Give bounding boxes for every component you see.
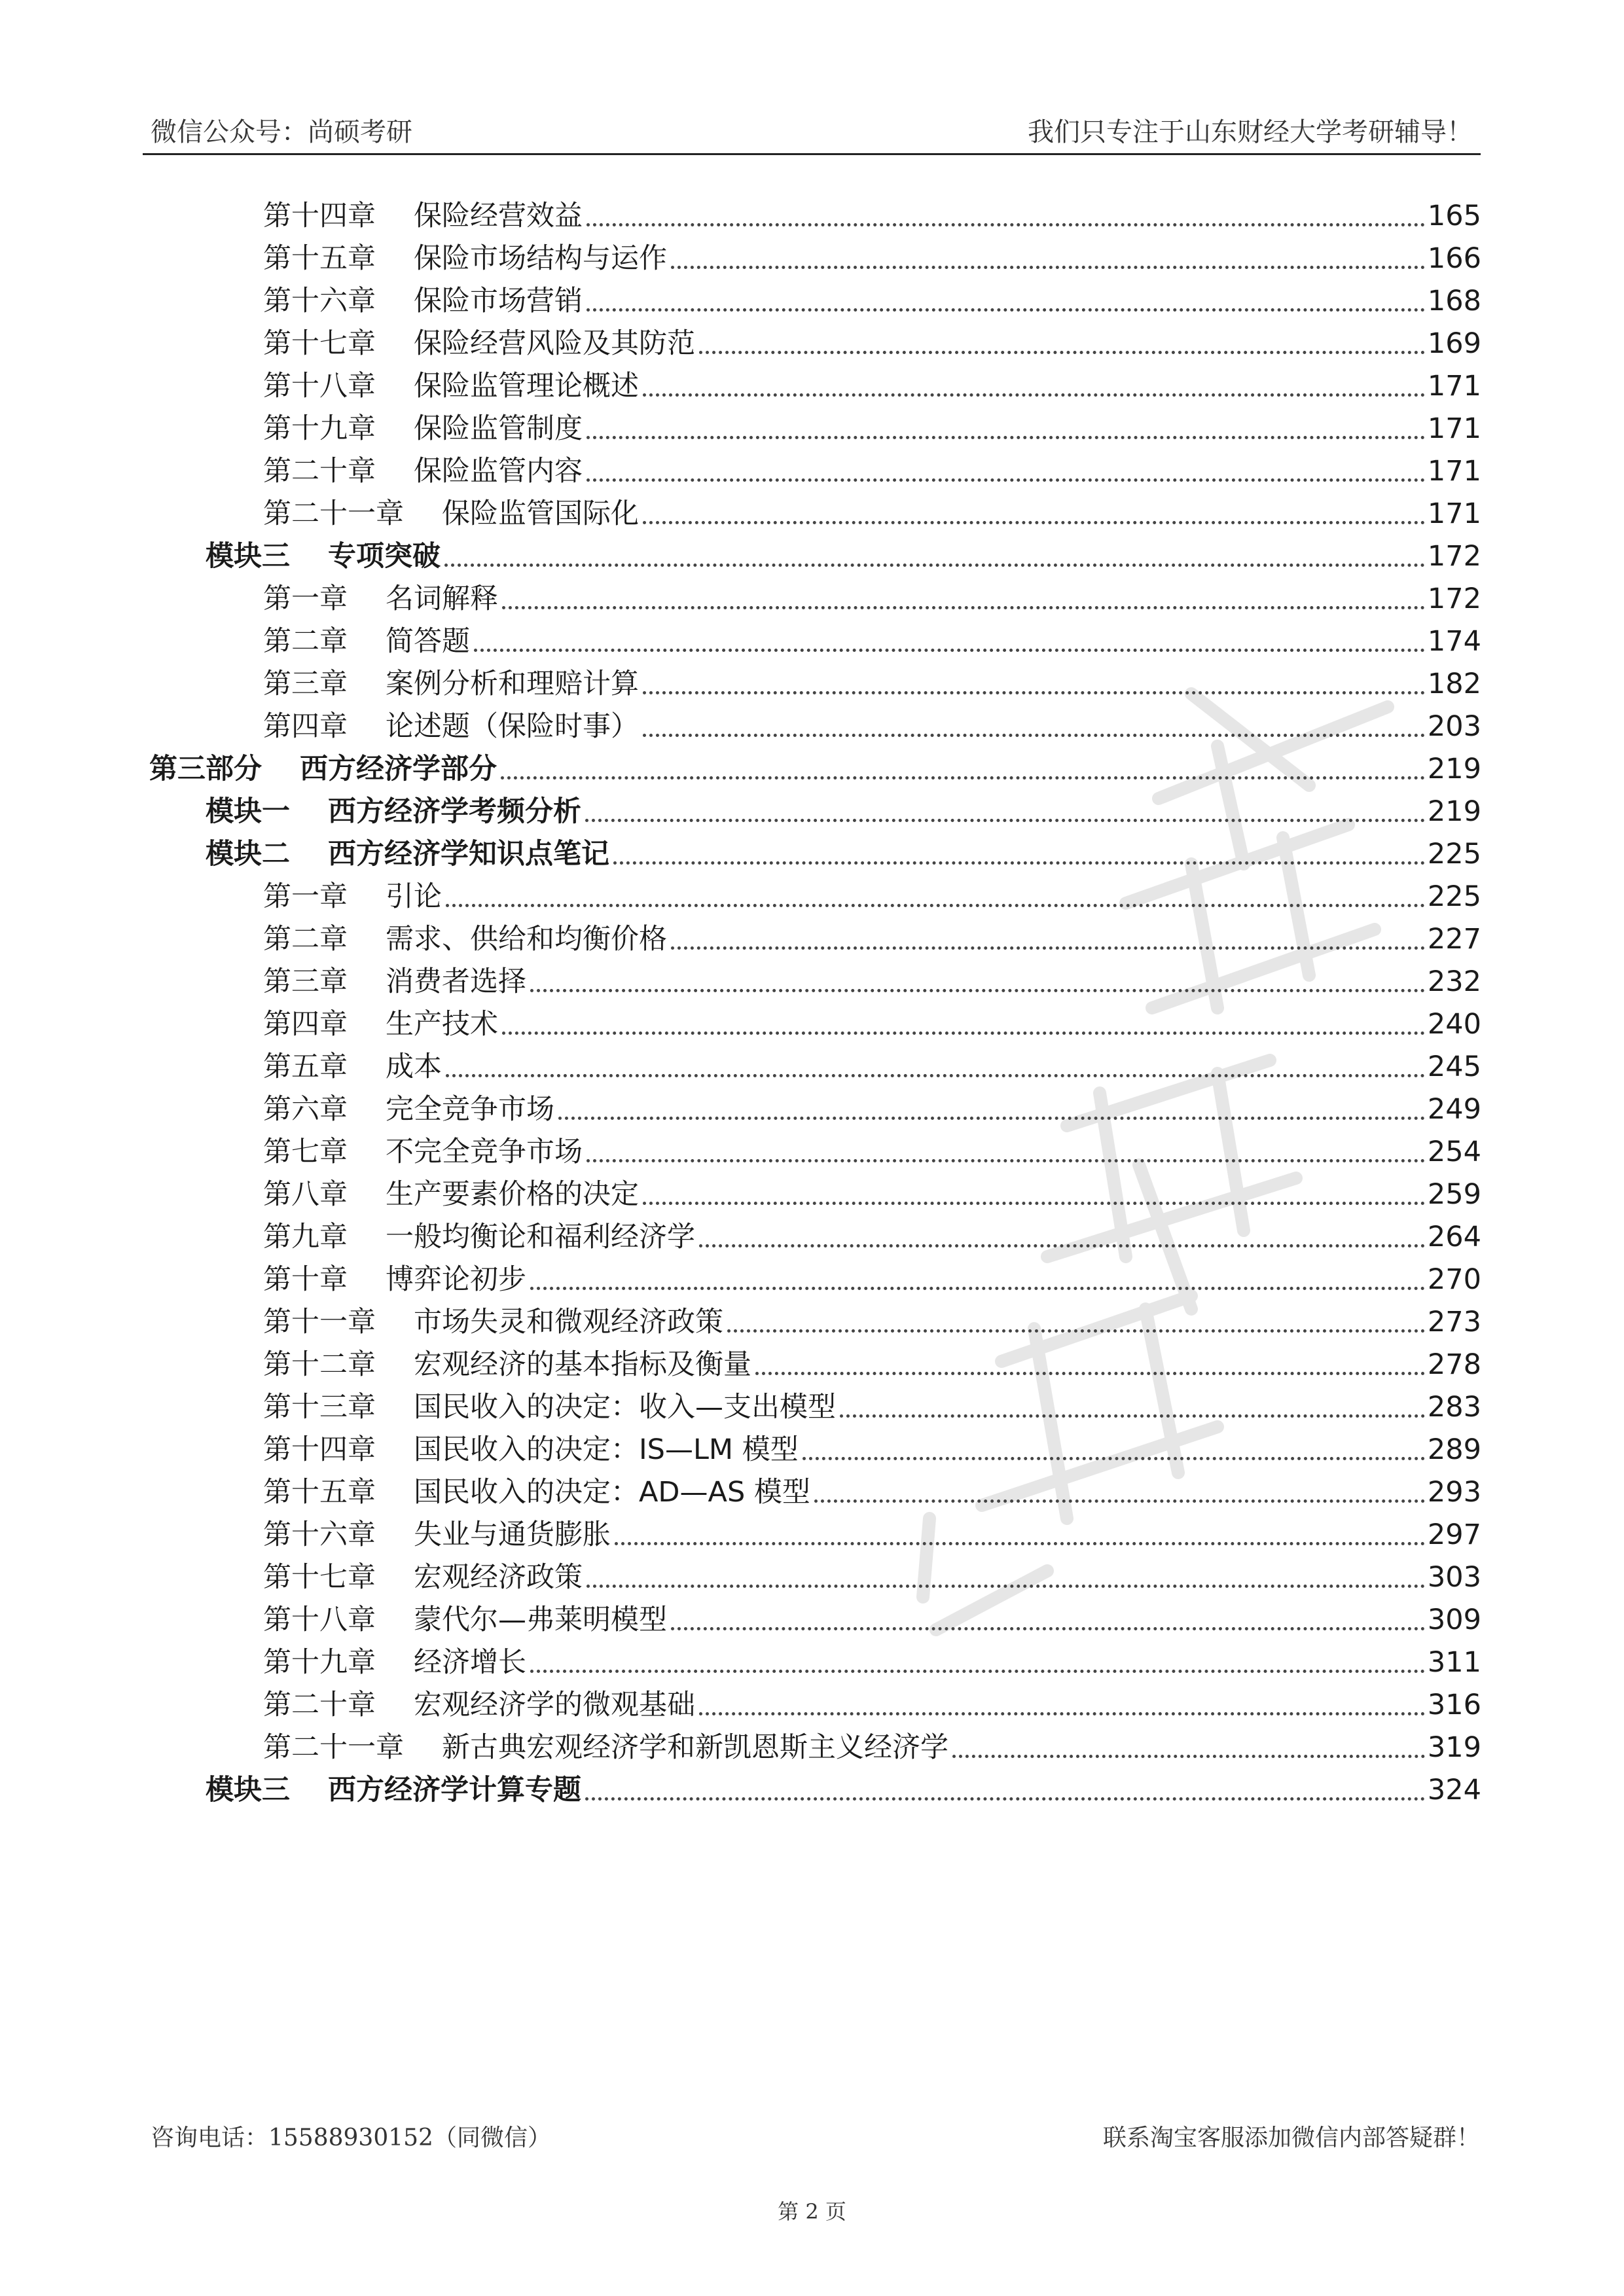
toc-chapter-number: 第十四章 — [263, 200, 376, 232]
toc-chapter-title: 西方经济学知识点笔记 — [328, 838, 609, 870]
toc-entry[interactable] — [263, 1047, 1481, 1086]
toc-entry[interactable] — [263, 707, 1481, 746]
toc-page-number: 182 — [1427, 668, 1481, 700]
toc-chapter-number: 第三章 — [263, 668, 348, 700]
toc-page-number: 225 — [1427, 838, 1481, 870]
toc-entry-label — [263, 1005, 498, 1044]
toc-entry[interactable] — [263, 1685, 1481, 1725]
toc-page-number: 278 — [1427, 1348, 1481, 1381]
toc-page-number: 203 — [1427, 710, 1481, 743]
toc-chapter-number: 第二十一章 — [263, 1731, 404, 1764]
toc-entry-label — [263, 1388, 836, 1427]
toc-entry[interactable] — [263, 367, 1481, 406]
toc-chapter-number: 第十八章 — [263, 370, 376, 403]
toc-entry-label — [263, 324, 695, 363]
toc-leader-dots — [585, 819, 1425, 822]
toc-page-number: 270 — [1427, 1263, 1481, 1296]
toc-entry-label — [263, 1175, 639, 1214]
toc-entry-label — [263, 452, 583, 491]
toc-page-number: 311 — [1427, 1646, 1481, 1679]
toc-chapter-title: 失业与通货膨胀 — [414, 1518, 611, 1551]
toc-page-number: 319 — [1427, 1731, 1481, 1764]
toc-chapter-number: 第十六章 — [263, 285, 376, 317]
toc-chapter-number: 第十二章 — [263, 1348, 376, 1381]
header-wechat-account: 微信公众号：尚硕考研 — [151, 117, 412, 147]
toc-chapter-number: 第十一章 — [263, 1306, 376, 1338]
toc-entry[interactable] — [263, 196, 1481, 236]
toc-chapter-number: 第三部分 — [149, 753, 262, 785]
toc-chapter-title: 保险市场营销 — [414, 285, 583, 317]
toc-chapter-number: 第十三章 — [263, 1391, 376, 1424]
toc-page-number: 166 — [1427, 242, 1481, 275]
toc-chapter-number: 第十七章 — [263, 327, 376, 360]
toc-chapter-number: 第九章 — [263, 1221, 348, 1253]
toc-entry[interactable] — [206, 834, 1481, 874]
toc-entry[interactable] — [263, 1090, 1481, 1129]
toc-leader-dots — [586, 223, 1425, 226]
toc-leader-dots — [814, 1499, 1425, 1503]
toc-chapter-number: 第二章 — [263, 625, 348, 658]
toc-chapter-title: 保险监管内容 — [414, 455, 583, 488]
toc-chapter-number: 模块三 — [206, 1774, 290, 1806]
toc-entry-label — [263, 1643, 526, 1682]
toc-entry[interactable] — [263, 1558, 1481, 1597]
toc-entry-label — [263, 1600, 667, 1640]
toc-chapter-title: 保险经营效益 — [414, 200, 583, 232]
toc-page-number: 171 — [1427, 412, 1481, 445]
toc-leader-dots — [502, 606, 1425, 609]
toc-chapter-number: 模块一 — [206, 795, 290, 828]
toc-leader-dots — [840, 1414, 1425, 1418]
toc-entry-label — [263, 1302, 723, 1342]
toc-entry-label — [263, 1260, 526, 1299]
toc-leader-dots — [586, 436, 1425, 439]
toc-page-number: 232 — [1427, 965, 1481, 998]
toc-page-number: 165 — [1427, 200, 1481, 232]
toc-chapter-title: 国民收入的决定：IS—LM 模型 — [414, 1433, 799, 1466]
toc-leader-dots — [643, 1202, 1425, 1205]
toc-entry-label — [263, 1558, 583, 1597]
toc-chapter-number: 第十五章 — [263, 1476, 376, 1509]
toc-chapter-number: 模块二 — [206, 838, 290, 870]
toc-page-number: 172 — [1427, 583, 1481, 615]
toc-page-number: 293 — [1427, 1476, 1481, 1509]
page-header — [143, 105, 1481, 155]
toc-leader-dots — [613, 861, 1425, 865]
toc-entry[interactable] — [263, 962, 1481, 1001]
toc-leader-dots — [615, 1542, 1425, 1545]
toc-page-number: 169 — [1427, 327, 1481, 360]
toc-entry-label — [263, 707, 639, 746]
toc-chapter-title: 案例分析和理赔计算 — [386, 668, 639, 700]
toc-entry[interactable] — [206, 1770, 1481, 1810]
toc-entry-label — [263, 1685, 695, 1725]
toc-chapter-number: 第七章 — [263, 1136, 348, 1168]
toc-entry[interactable] — [263, 1260, 1481, 1299]
footer-note: 联系淘宝客服添加微信内部答疑群！ — [1102, 2125, 1480, 2151]
toc-entry[interactable] — [263, 877, 1481, 916]
toc-entry-label — [263, 664, 639, 704]
toc-chapter-title: 市场失灵和微观经济政策 — [414, 1306, 723, 1338]
toc-chapter-number: 第二章 — [263, 923, 348, 956]
toc-entry[interactable] — [263, 1388, 1481, 1427]
toc-chapter-title: 不完全竞争市场 — [386, 1136, 583, 1168]
toc-leader-dots — [643, 521, 1425, 524]
toc-chapter-title: 保险市场结构与运作 — [414, 242, 667, 275]
toc-chapter-title: 保险经营风险及其防范 — [414, 327, 695, 360]
toc-entry-label — [263, 281, 583, 321]
toc-chapter-number: 第一章 — [263, 583, 348, 615]
toc-chapter-number: 第十章 — [263, 1263, 348, 1296]
toc-leader-dots — [671, 946, 1425, 950]
toc-chapter-number: 模块三 — [206, 540, 290, 573]
toc-entry-label — [263, 622, 470, 661]
toc-entry[interactable] — [263, 1132, 1481, 1172]
page-number: 第 2 页 — [778, 2199, 846, 2224]
toc-entry-label — [263, 1345, 751, 1384]
toc-chapter-title: 生产技术 — [386, 1008, 498, 1041]
toc-leader-dots — [502, 1031, 1425, 1035]
toc-chapter-number: 第十六章 — [263, 1518, 376, 1551]
toc-leader-dots — [643, 691, 1425, 694]
toc-page-number: 171 — [1427, 497, 1481, 530]
toc-entry[interactable] — [263, 1515, 1481, 1554]
toc-page-number: 240 — [1427, 1008, 1481, 1041]
toc-chapter-number: 第六章 — [263, 1093, 348, 1126]
toc-entry-label — [206, 1770, 581, 1810]
toc-page-number: 303 — [1427, 1561, 1481, 1594]
toc-chapter-number: 第十七章 — [263, 1561, 376, 1594]
toc-entry[interactable] — [263, 579, 1481, 619]
toc-chapter-number: 第十四章 — [263, 1433, 376, 1466]
toc-entry-label — [263, 1515, 611, 1554]
toc-entry-label — [263, 920, 667, 959]
toc-page-number: 245 — [1427, 1050, 1481, 1083]
toc-chapter-title: 完全竞争市场 — [386, 1093, 554, 1126]
toc-chapter-title: 成本 — [386, 1050, 442, 1083]
toc-leader-dots — [699, 351, 1425, 354]
toc-entry-label — [263, 579, 498, 619]
toc-leader-dots — [446, 904, 1425, 907]
toc-entry-label — [263, 1047, 442, 1086]
toc-entry[interactable] — [263, 494, 1481, 533]
toc-chapter-number: 第四章 — [263, 710, 348, 743]
toc-page-number: 283 — [1427, 1391, 1481, 1424]
toc-page-number: 297 — [1427, 1518, 1481, 1551]
toc-chapter-number: 第二十章 — [263, 455, 376, 488]
toc-chapter-number: 第三章 — [263, 965, 348, 998]
toc-chapter-title: 简答题 — [386, 625, 470, 658]
toc-entry-label — [263, 239, 667, 278]
toc-page-number: 316 — [1427, 1689, 1481, 1721]
toc-leader-dots — [643, 393, 1425, 397]
toc-entry[interactable] — [263, 239, 1481, 278]
toc-leader-dots — [586, 1159, 1425, 1162]
toc-chapter-title: 新古典宏观经济学和新凯恩斯主义经济学 — [442, 1731, 948, 1764]
toc-chapter-title: 保险监管国际化 — [442, 497, 639, 530]
toc-leader-dots — [530, 1670, 1425, 1673]
toc-leader-dots — [501, 776, 1425, 780]
toc-chapter-title: 西方经济学计算专题 — [328, 1774, 581, 1806]
toc-chapter-number: 第十九章 — [263, 1646, 376, 1679]
toc-page-number: 273 — [1427, 1306, 1481, 1338]
toc-entry-label — [263, 1430, 799, 1469]
toc-page-number: 289 — [1427, 1433, 1481, 1466]
toc-leader-dots — [446, 1074, 1425, 1077]
toc-page-number: 309 — [1427, 1604, 1481, 1636]
toc-entry-label — [263, 1132, 583, 1172]
toc-chapter-title: 西方经济学考频分析 — [328, 795, 581, 828]
toc-leader-dots — [952, 1755, 1425, 1758]
toc-chapter-title: 国民收入的决定：AD—AS 模型 — [414, 1476, 810, 1509]
toc-entry-label — [263, 494, 639, 533]
toc-page-number: 219 — [1427, 795, 1481, 828]
toc-entry[interactable] — [263, 1005, 1481, 1044]
toc-page-number: 168 — [1427, 285, 1481, 317]
toc-chapter-title: 保险监管理论概述 — [414, 370, 639, 403]
toc-chapter-title: 保险监管制度 — [414, 412, 583, 445]
toc-chapter-title: 论述题（保险时事） — [386, 710, 639, 743]
toc-page-number: 219 — [1427, 753, 1481, 785]
toc-chapter-number: 第八章 — [263, 1178, 348, 1211]
toc-page-number: 249 — [1427, 1093, 1481, 1126]
toc-leader-dots — [530, 1287, 1425, 1290]
toc-chapter-title: 生产要素价格的决定 — [386, 1178, 639, 1211]
toc-chapter-number: 第二十章 — [263, 1689, 376, 1721]
toc-page-number: 264 — [1427, 1221, 1481, 1253]
footer-phone: 咨询电话：15588930152（同微信） — [151, 2125, 551, 2151]
toc-chapter-title: 消费者选择 — [386, 965, 526, 998]
toc-chapter-title: 需求、供给和均衡价格 — [386, 923, 667, 956]
header-slogan: 我们只专注于山东财经大学考研辅导！ — [1028, 117, 1473, 147]
toc-chapter-title: 国民收入的决定：收入—支出模型 — [414, 1391, 836, 1424]
toc-chapter-title: 西方经济学部分 — [300, 753, 497, 785]
toc-entry[interactable] — [149, 749, 1481, 789]
toc-leader-dots — [474, 649, 1425, 652]
toc-page-number: 324 — [1427, 1774, 1481, 1806]
toc-entry-label — [263, 1090, 554, 1129]
toc-page-number: 225 — [1427, 880, 1481, 913]
toc-entry-label — [263, 877, 442, 916]
toc-page-number: 171 — [1427, 370, 1481, 403]
toc-page-number: 171 — [1427, 455, 1481, 488]
toc-entry[interactable] — [263, 622, 1481, 661]
toc-page-number: 259 — [1427, 1178, 1481, 1211]
toc-entry-label — [263, 962, 526, 1001]
toc-entry[interactable] — [263, 920, 1481, 959]
toc-entry[interactable] — [263, 1345, 1481, 1384]
toc-entry[interactable] — [263, 1217, 1481, 1257]
toc-leader-dots — [586, 308, 1425, 312]
toc-entry[interactable] — [206, 792, 1481, 831]
toc-page-number: 172 — [1427, 540, 1481, 573]
toc-entry[interactable] — [263, 1473, 1481, 1512]
toc-entry-label — [263, 367, 639, 406]
toc-entry[interactable] — [263, 281, 1481, 321]
toc-leader-dots — [444, 564, 1425, 567]
toc-chapter-number: 第十八章 — [263, 1604, 376, 1636]
toc-chapter-number: 第四章 — [263, 1008, 348, 1041]
toc-entry[interactable] — [263, 409, 1481, 448]
toc-chapter-number: 第一章 — [263, 880, 348, 913]
toc-chapter-number: 第五章 — [263, 1050, 348, 1083]
toc-entry-label — [206, 834, 609, 874]
toc-page-number: 227 — [1427, 923, 1481, 956]
toc-leader-dots — [586, 478, 1425, 482]
toc-chapter-title: 专项突破 — [328, 540, 441, 573]
toc-leader-dots — [558, 1117, 1425, 1120]
toc-leader-dots — [530, 989, 1425, 992]
toc-leader-dots — [803, 1457, 1425, 1460]
toc-entry[interactable] — [263, 1175, 1481, 1214]
toc-entry-label — [263, 1473, 810, 1512]
toc-entry[interactable] — [263, 1600, 1481, 1640]
toc-entry[interactable] — [263, 1728, 1481, 1767]
toc-entry-label — [206, 792, 581, 831]
toc-chapter-title: 引论 — [386, 880, 442, 913]
toc-entry[interactable] — [263, 452, 1481, 491]
toc-chapter-number: 第十五章 — [263, 242, 376, 275]
toc-chapter-title: 经济增长 — [414, 1646, 526, 1679]
toc-entry[interactable] — [263, 1643, 1481, 1682]
toc-leader-dots — [643, 734, 1425, 737]
toc-leader-dots — [727, 1329, 1425, 1333]
toc-entry-label — [263, 1728, 948, 1767]
toc-chapter-number: 第二十一章 — [263, 497, 404, 530]
toc-entry-label — [149, 749, 497, 789]
toc-entry-label — [206, 537, 441, 576]
toc-chapter-title: 宏观经济政策 — [414, 1561, 583, 1594]
toc-leader-dots — [671, 266, 1425, 269]
toc-entry[interactable] — [263, 324, 1481, 363]
toc-entry[interactable] — [206, 537, 1481, 576]
toc-entry[interactable] — [263, 1430, 1481, 1469]
toc-page-number: 174 — [1427, 625, 1481, 658]
toc-entry[interactable] — [263, 1302, 1481, 1342]
toc-page-number: 254 — [1427, 1136, 1481, 1168]
toc-chapter-title: 宏观经济学的微观基础 — [414, 1689, 695, 1721]
toc-chapter-title: 一般均衡论和福利经济学 — [386, 1221, 695, 1253]
toc-leader-dots — [755, 1372, 1425, 1375]
toc-entry[interactable] — [263, 664, 1481, 704]
toc-chapter-title: 蒙代尔—弗莱明模型 — [414, 1604, 667, 1636]
toc-leader-dots — [699, 1712, 1425, 1715]
toc-leader-dots — [671, 1627, 1425, 1630]
toc-leader-dots — [586, 1585, 1425, 1588]
toc-chapter-title: 宏观经济的基本指标及衡量 — [414, 1348, 751, 1381]
toc-chapter-title: 博弈论初步 — [386, 1263, 526, 1296]
toc-entry-label — [263, 409, 583, 448]
toc-chapter-number: 第十九章 — [263, 412, 376, 445]
toc-entry-label — [263, 196, 583, 236]
toc-leader-dots — [585, 1797, 1425, 1801]
toc-leader-dots — [699, 1244, 1425, 1247]
toc-chapter-title: 名词解释 — [386, 583, 498, 615]
toc-entry-label — [263, 1217, 695, 1257]
